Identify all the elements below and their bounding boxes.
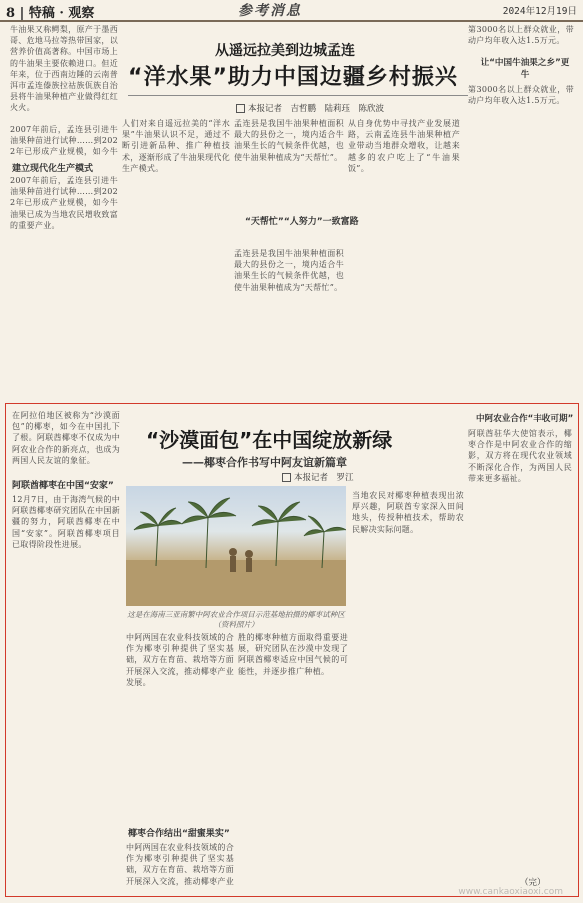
article2-col-c: 胜的椰枣种植方面取得重要进展，研究团队在沙漠中发现了阿联酋椰枣适应中国气候的可能性，并逐步推广种植。 bbox=[238, 633, 348, 676]
article2-end-sign: （完） bbox=[520, 878, 546, 888]
article2-left-column-top: 在阿拉伯地区被称为“沙漠面包”的椰枣，如今在中国扎下了根。阿联酋椰枣不仅成为中阿农业合作的新亮点，也成为两国人民友谊的象征。 bbox=[12, 411, 120, 465]
article2-subhead-1: 阿联酋椰枣在中国“安家” bbox=[12, 481, 114, 491]
article2-subhead-3: 中阿农业合作“丰收可期” bbox=[476, 414, 574, 424]
article2-photo-date-palms bbox=[126, 486, 346, 606]
article1-byline: 本报记者 吉哲鹏 陆莉珏 陈欣波 bbox=[236, 102, 384, 114]
reporter-box-icon bbox=[236, 104, 245, 113]
article1-col-c-top: 孟连县是我国牛油果种植面积最大的县份之一，境内适合牛油果生长的气候条件优越，也使牛油果种植成为“天帮忙”。 bbox=[234, 119, 344, 162]
issue-date: 2024年12月19日 bbox=[502, 6, 577, 17]
article2-col-d: 当地农民对椰枣种植表现出浓厚兴趣，阿联酋专家深入田间地头，传授种植技术，帮助农民解决实际问题。 bbox=[352, 491, 464, 534]
article1-col-b: 人们对来自遥远拉美的“洋水果”牛油果认识不足，通过不断引进新品种、推广种植技术，逐渐形成了牛油果现代化生产模式。 bbox=[122, 119, 230, 173]
article2-col-b-bottom: 中阿两国在农业科技领域的合作为椰枣引种提供了坚实基础，双方在育苗、栽培等方面开展深入交流，推动椰枣产业 bbox=[126, 843, 234, 886]
article1-col-a-intro: 2007年前后，孟连县引进牛油果种苗进行试种……到2022年已形成产业规模，如今牛 bbox=[10, 125, 118, 156]
article1-left-column-top: 牛油果又称鳄梨，原产于墨西哥、危地马拉等热带国家，以营养价值高著称。中国市场上的牛油果主要依赖进口。但近年来，位于西南边陲的云南普洱市孟连傣族拉祜族佤族自治县将牛油果种植产业做得红红火火。 bbox=[10, 25, 118, 113]
article2-photo-caption: 这是在海南三亚南繁中阿农业合作项目示范基地拍摄的椰枣试种区（资料照片） bbox=[127, 610, 345, 629]
article1-col-a: 2007年前后，孟连县引进牛油果种苗进行试种……到2022年已形成产业规模，如今牛油果已成为当地农民增收致富的重要产业。 bbox=[10, 176, 118, 230]
article2-subline: ——椰枣合作书写中阿友谊新篇章 bbox=[182, 456, 347, 469]
article2-subhead-2: 椰枣合作结出“甜蜜果实” bbox=[128, 829, 230, 839]
page-section-label: 8 | 特稿 · 观察 bbox=[6, 6, 95, 21]
article2-col-a: 12月7日，由于海湾气候的中阿联酋椰枣研究团队在中国新疆的努力，阿联酋椰枣在中国“安家”。阿联酋椰枣项目已取得阶段性进展。 bbox=[12, 495, 120, 549]
article1-col-d: 从自身优势中寻找产业发展道路，云南孟连县牛油果种植产业带动当地群众增收，让越来越多的农户吃上了“牛油果饭”。 bbox=[348, 119, 460, 173]
article1-headline: “洋水果”助力中国边疆乡村振兴 bbox=[128, 65, 458, 90]
article1-right-column: 第3000名以上群众就业，带动户均年收入达1.5万元。 bbox=[468, 85, 574, 106]
article2-right-column: 阿联酋驻华大使馆表示，椰枣合作是中阿农业合作的缩影，双方将在现代农业领域不断深化合作，为两国人民带来更多福祉。 bbox=[468, 429, 572, 483]
date-palm-illustration bbox=[126, 486, 346, 606]
article2-headline: “沙漠面包”在中国绽放新绿 bbox=[146, 428, 393, 452]
site-watermark: www.cankaoxiaoxi.com bbox=[458, 887, 563, 897]
article2-col-b: 中阿两国在农业科技领域的合作为椰枣引种提供了坚实基础，双方在育苗、栽培等方面开展深入交流，推动椰枣产业发展。 bbox=[126, 633, 234, 687]
article1-right-column-top: 第3000名以上群众就业，带动户均年收入达1.5万元。 bbox=[468, 25, 574, 46]
article1-kicker: 从遥远拉美到边城孟连 bbox=[215, 43, 355, 59]
article1-subhead-2: “天帮忙”“人努力”一致富路 bbox=[245, 217, 359, 227]
article2-byline: 本报记者 罗江 bbox=[282, 471, 354, 483]
article1-title-rule bbox=[128, 95, 468, 96]
article1-subhead-1: 建立现代化生产模式 bbox=[12, 164, 94, 174]
article1-right-subhead: 让“中国牛油果之乡”更牛 bbox=[480, 58, 570, 80]
page-header bbox=[0, 0, 583, 22]
masthead-logo: 参考消息 bbox=[238, 3, 302, 19]
reporter-box-icon bbox=[282, 473, 291, 482]
article1-col-c: 孟连县是我国牛油果种植面积最大的县份之一，境内适合牛油果生长的气候条件优越，也使牛油果种植成为“天帮忙”。 bbox=[234, 249, 344, 292]
